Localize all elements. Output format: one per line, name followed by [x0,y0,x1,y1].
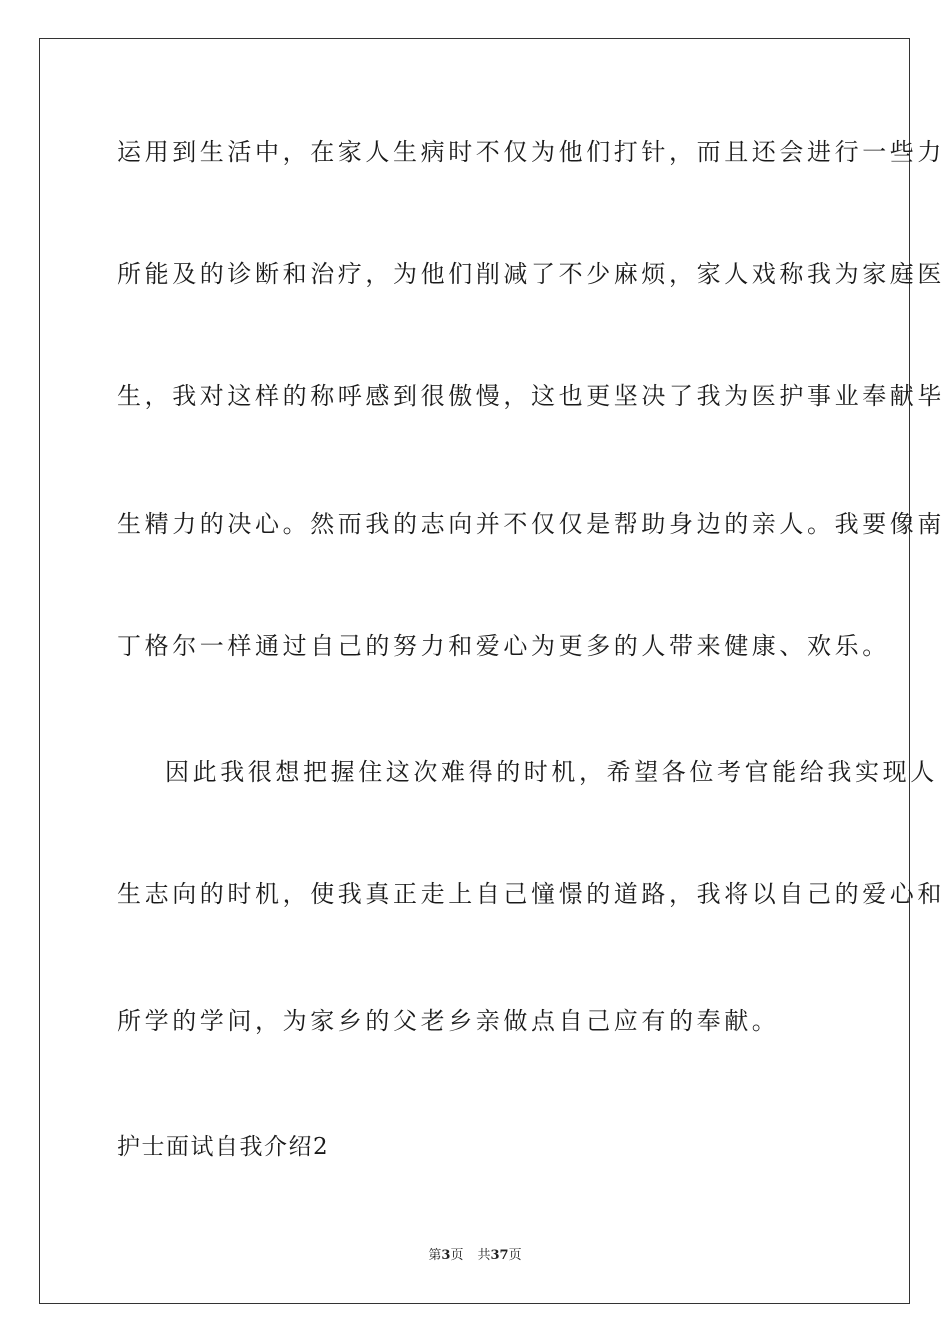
footer-page-number: 3 [441,1248,451,1263]
footer-total-prefix: 共 [477,1248,491,1263]
footer-page-suffix: 页 [450,1248,464,1263]
body-line-6: 因此我很想把握住这次难得的时机，希望各位考官能给我实现人 [165,758,938,786]
body-line-8: 所学的学问，为家乡的父老乡亲做点自己应有的奉献。 [117,1007,780,1035]
footer-total-suffix: 页 [508,1248,522,1263]
body-line-3: 生，我对这样的称呼感到很傲慢，这也更坚决了我为医护事业奉献毕 [117,382,945,410]
body-line-7: 生志向的时机，使我真正走上自己憧憬的道路，我将以自己的爱心和 [117,880,945,908]
body-line-4: 生精力的决心。然而我的志向并不仅仅是帮助身边的亲人。我要像南 [117,510,945,538]
page-border [39,38,910,1304]
body-line-5: 丁格尔一样通过自己的努力和爱心为更多的人带来健康、欢乐。 [117,632,890,660]
body-line-1: 运用到生活中，在家人生病时不仅为他们打针，而且还会进行一些力 [117,138,945,166]
body-line-2: 所能及的诊断和治疗，为他们削减了不少麻烦，家人戏称我为家庭医 [117,260,945,288]
footer-total-pages: 37 [490,1248,509,1263]
footer-page-prefix: 第 [428,1248,442,1263]
section-heading: 护士面试自我介绍2 [117,1134,330,1160]
page-footer [0,1247,950,1265]
